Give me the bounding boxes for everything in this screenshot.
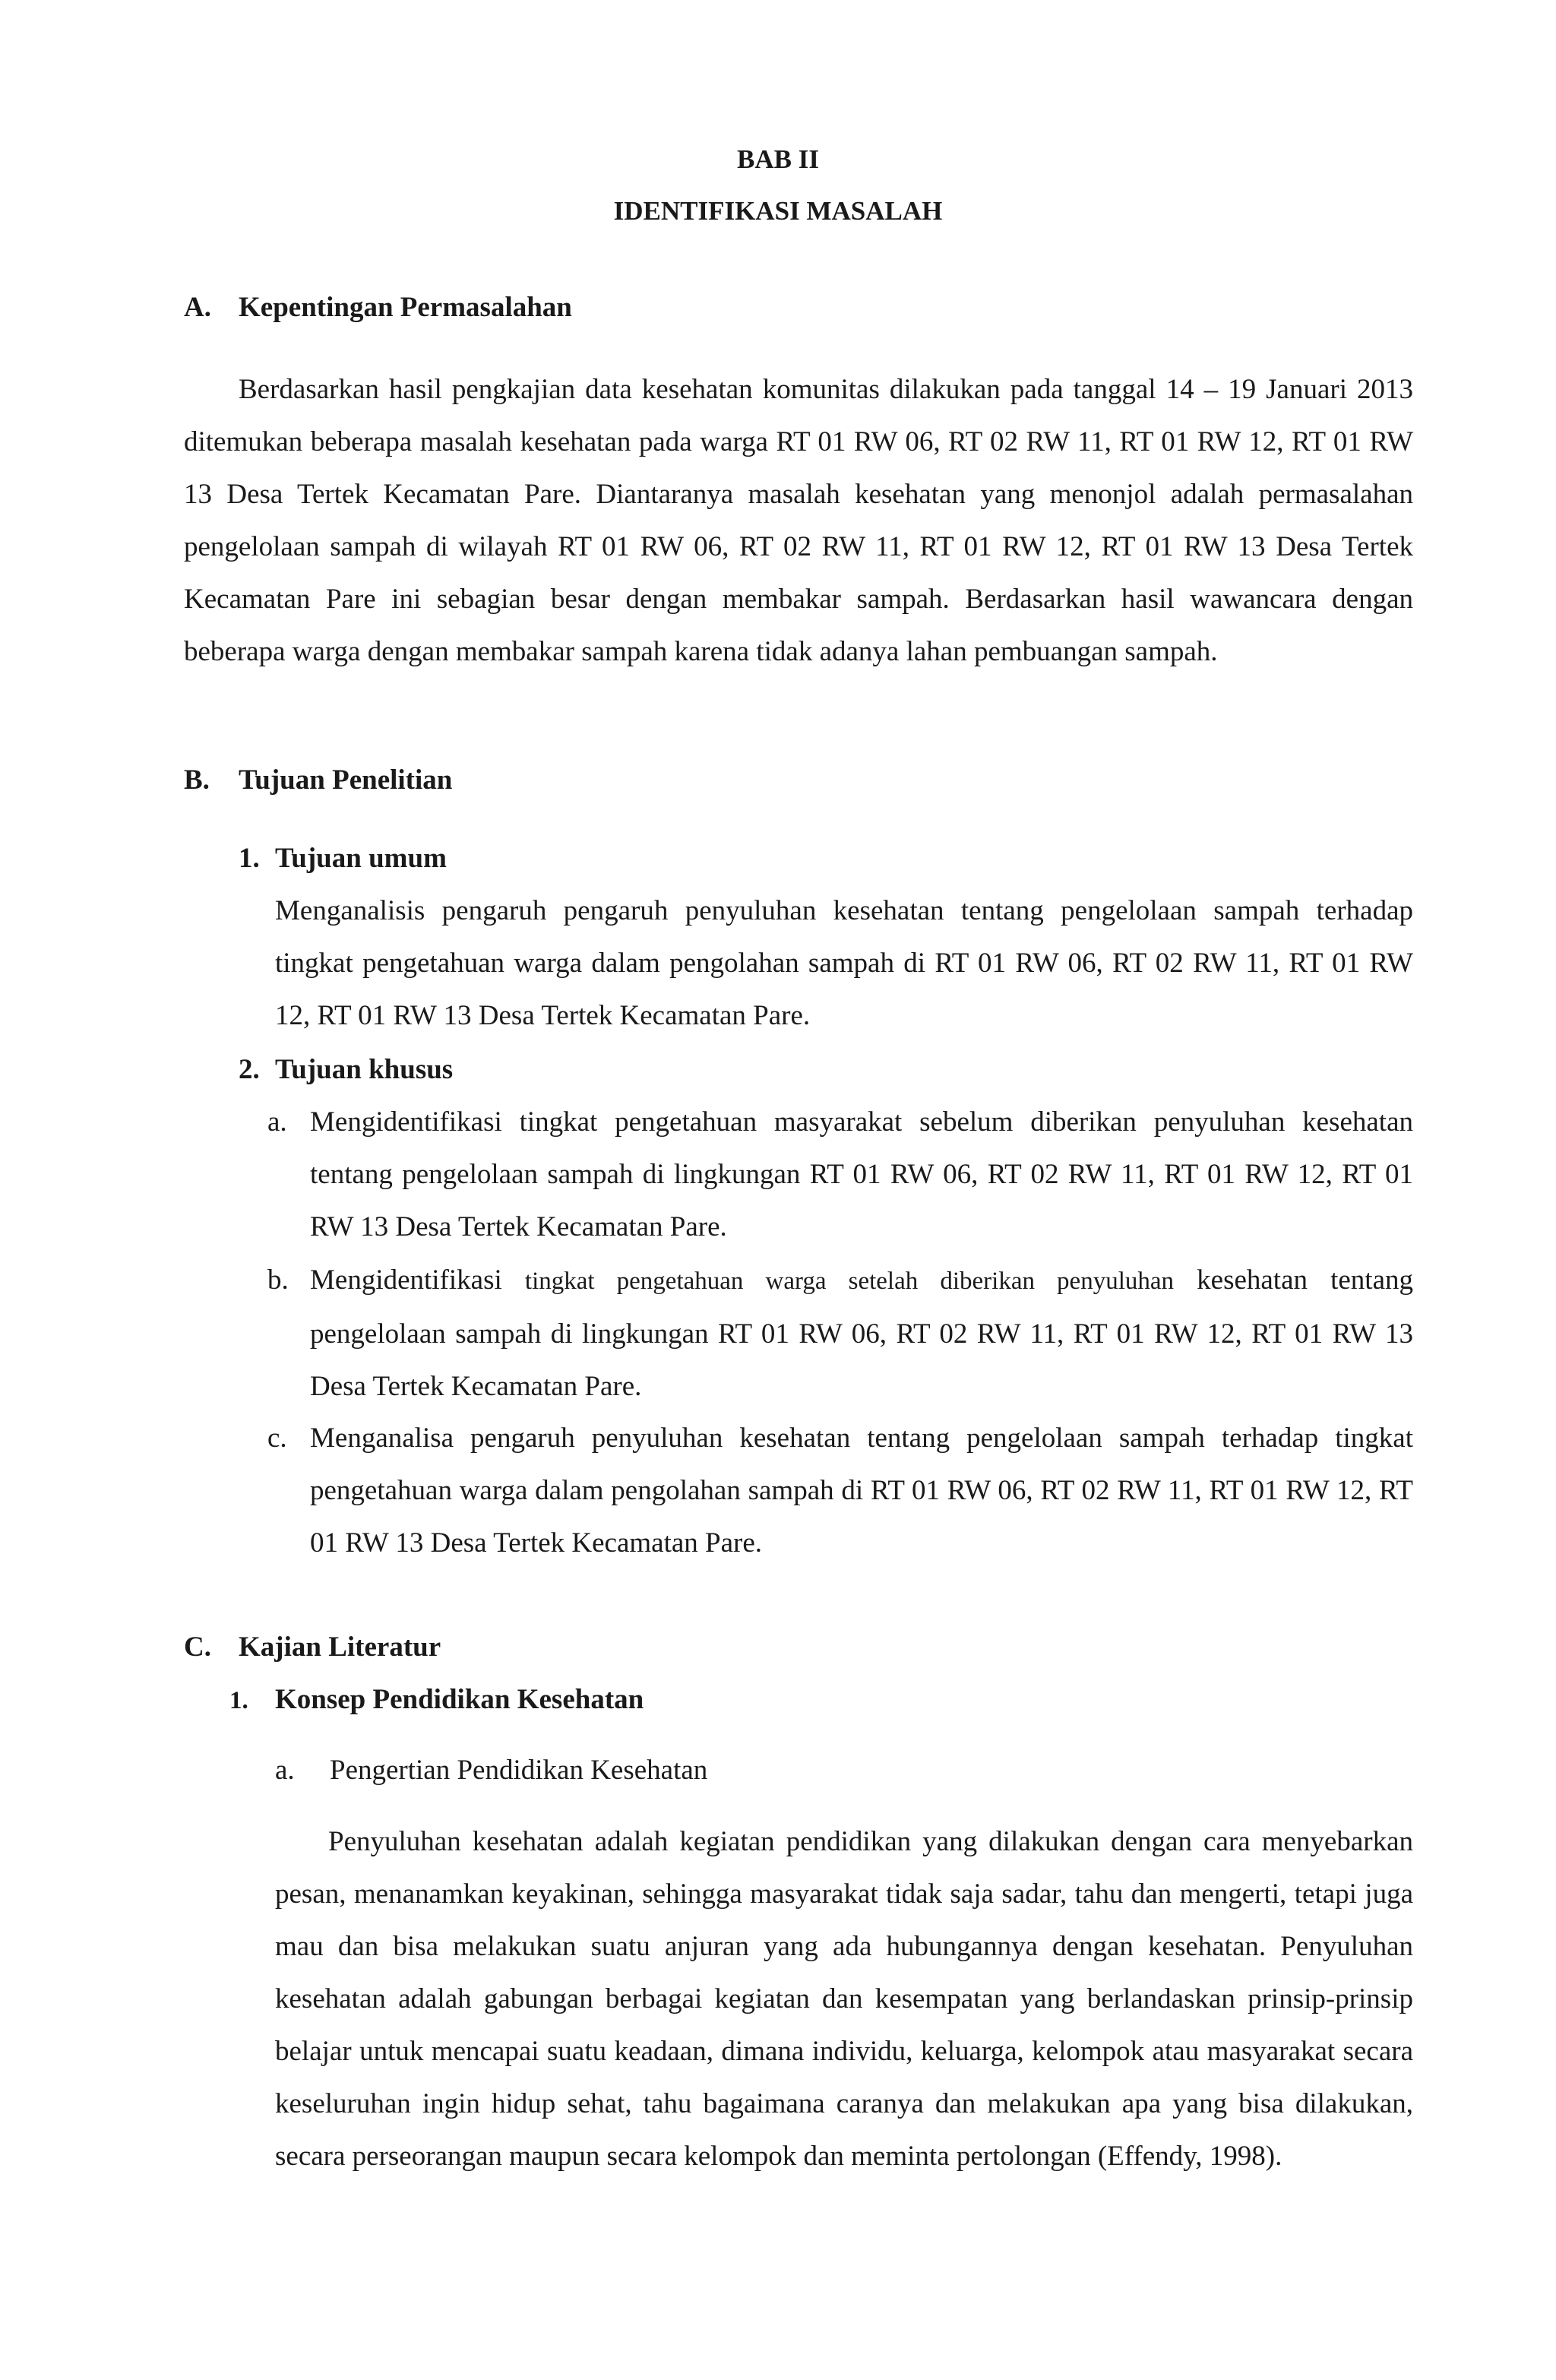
- tujuan-khusus-item: [310, 1254, 1413, 1413]
- tujuan-khusus-item-letter: c.: [267, 1423, 287, 1454]
- tujuan-umum-heading: [239, 842, 447, 875]
- tujuan-khusus-item: Menganalisa pengaruh penyuluhan kesehatan tentang pengelolaan sampah terhadap tingkat pengetahuan warga dalam pengolahan sampah di RT 01 RW 06, RT 02 RW 11, RT 01 RW 12, RT 01 RW 13 Desa Tertek Kecamatan Pare.: [310, 1423, 1413, 1559]
- pengertian-letter: a.: [275, 1755, 295, 1786]
- section-b-heading: [184, 764, 452, 797]
- section-c-title: Kajian Literatur: [239, 1632, 441, 1663]
- chapter-label: BAB II: [737, 144, 819, 174]
- tujuan-khusus-item: Mengidentifikasi tingkat pengetahuan masyarakat sebelum diberikan penyuluhan kesehatan tentang pengelolaan sampah di lingkungan RT 01 RW 06, RT 02 RW 11, RT 01 RW 12, RT 01 RW 13 Desa Tertek Kecamatan Pare.: [310, 1106, 1413, 1242]
- konsep-title: Konsep Pendidikan Kesehatan: [275, 1684, 644, 1715]
- tujuan-umum-text: Menganalisis pengaruh pengaruh penyuluhan kesehatan tentang pengelolaan sampah terhadap tingkat pengetahuan warga dalam pengolahan sampah di RT 01 RW 06, RT 02 RW 11, RT 01 RW 12, RT 01 RW 13 Desa Tertek Kecamatan Pare.: [275, 895, 1413, 1031]
- tujuan-khusus-heading: [239, 1053, 453, 1087]
- tujuan-umum-number: 1.: [239, 843, 260, 874]
- item-b-rest: kesehatan tentang pengelolaan sampah di lingkungan RT 01 RW 06, RT 02 RW 11, RT 01 RW 12, RT 01 RW 13 Desa Tertek Kecamatan Pare.: [310, 1264, 1414, 1402]
- item-b-lead: Mengidentifikasi: [310, 1264, 502, 1296]
- pengertian-paragraph: Penyuluhan kesehatan adalah kegiatan pendidikan yang dilakukan dengan cara menyebarkan pesan, menanamkan keyakinan, sehingga masyarakat tidak saja sadar, tahu dan mengerti, tetapi juga mau dan bisa melakukan suatu anjuran yang ada hubungannya dengan kesehatan. Penyuluhan kesehatan adalah gabungan berbagai kegiatan dan kesempatan yang berlandaskan prinsip-prinsip belajar untuk mencapai suatu keadaan, dimana individu, keluarga, kelompok atau masyarakat secara keseluruhan ingin hidup sehat, tahu bagaimana caranya dan melakukan apa yang bisa dilakukan, secara perseorangan maupun secara kelompok dan meminta pertolongan (Effendy, 1998).: [275, 1826, 1413, 2172]
- konsep-number: 1.: [229, 1687, 248, 1714]
- section-a-paragraph: Berdasarkan hasil pengkajian data kesehatan komunitas dilakukan pada tanggal 14 – 19 Januari 2013 ditemukan beberapa masalah kesehatan pada warga RT 01 RW 06, RT 02 RW 11, RT 01 RW 12, RT 01 RW 13 Desa Tertek Kecamatan Pare. Diantaranya masalah kesehatan yang menonjol adalah permasalahan pengelolaan sampah di wilayah RT 01 RW 06, RT 02 RW 11, RT 01 RW 12, RT 01 RW 13 Desa Tertek Kecamatan Pare ini sebagian besar dengan membakar sampah. Berdasarkan hasil wawancara dengan beberapa warga dengan membakar sampah karena tidak adanya lahan pembuangan sampah.: [184, 374, 1413, 667]
- tujuan-khusus-number: 2.: [239, 1054, 260, 1085]
- konsep-heading: [229, 1683, 644, 1717]
- pengertian-heading: [275, 1754, 707, 1787]
- section-c-heading: [184, 1631, 441, 1664]
- tujuan-khusus-item-letter: a.: [267, 1106, 287, 1138]
- chapter-title: IDENTIFIKASI MASALAH: [613, 196, 943, 226]
- section-c-label: C.: [184, 1632, 211, 1663]
- tujuan-khusus-title: Tujuan khusus: [275, 1054, 454, 1085]
- section-b-title: Tujuan Penelitian: [239, 764, 453, 796]
- section-a-label: A.: [184, 292, 211, 323]
- pengertian-title: Pengertian Pendidikan Kesehatan: [330, 1755, 708, 1786]
- item-b-small-run: tingkat pengetahuan warga setelah diberikan penyuluhan: [524, 1268, 1175, 1295]
- section-a-title: Kepentingan Permasalahan: [239, 292, 572, 323]
- section-b-label: B.: [184, 764, 210, 796]
- tujuan-khusus-item-letter: b.: [267, 1264, 289, 1296]
- section-a-heading: [184, 291, 572, 324]
- tujuan-umum-title: Tujuan umum: [275, 843, 447, 874]
